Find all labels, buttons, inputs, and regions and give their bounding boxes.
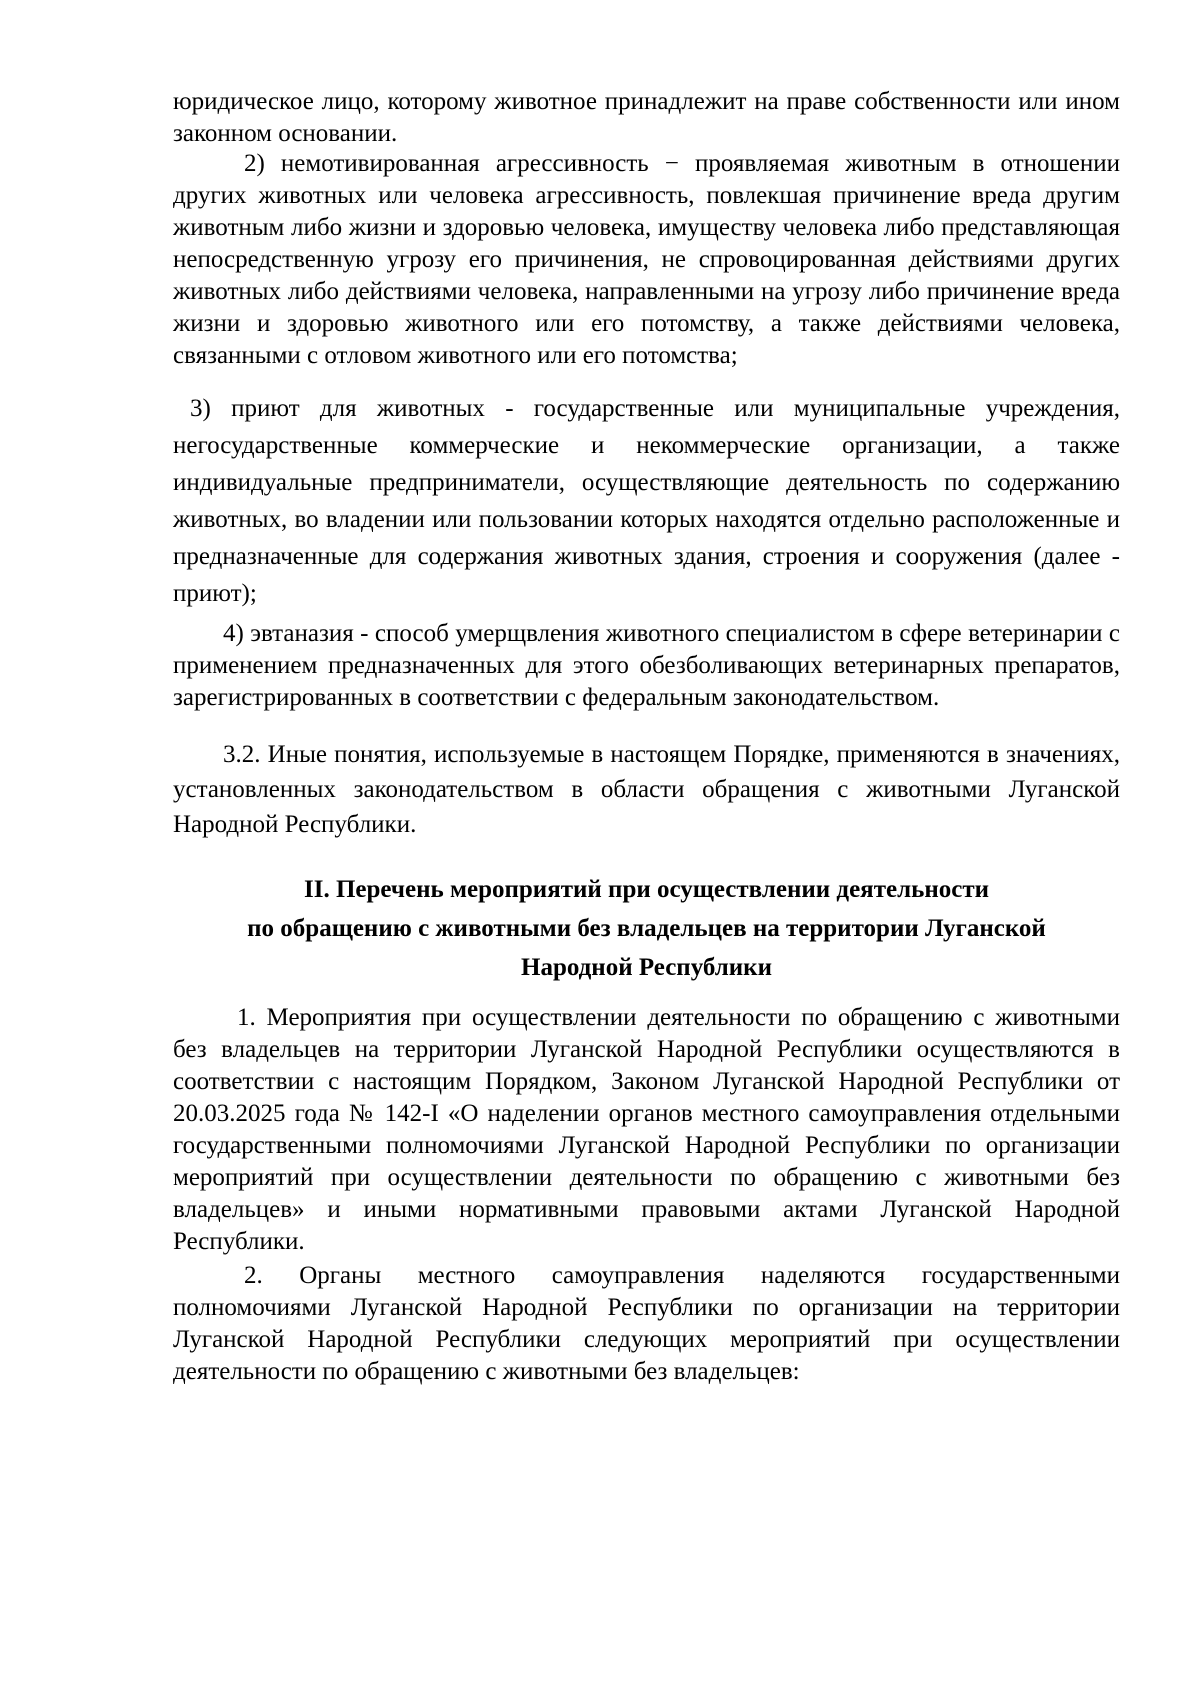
section-heading xyxy=(173,870,1120,987)
section-heading-line-3: Народной Республики xyxy=(521,954,772,981)
paragraph-item-3-animal-shelter: 3) приют для животных - государственные или муниципальные учреждения, негосударственные коммерческие и некоммерческие организации, а также индивидуальные предприниматели, осуществляющие деятельность по содержанию животных, во владении или пользовании которых находятся отдельно расположенные и предназначенные для содержания животных здания, строения и сооружения (далее - приют); xyxy=(173,395,1120,607)
paragraph-section-2-item-1: 1. Мероприятия при осуществлении деятельности по обращению с животными без владельцев на территории Луганской Народной Республики осуществляются в соответствии с настоящим Порядком, Законом Луганской Народной Республики от 20.03.2025 года № 142-I «О наделении органов местного самоуправления отдельными государственными полномочиями Луганской Народной Республики по организации мероприятий при осуществлении деятельности по обращению с животными без владельцев» и иными нормативными правовыми актами Луганской Народной Республики. xyxy=(173,1004,1120,1255)
paragraph-owner-definition-end: юридическое лицо, которому животное принадлежит на праве собственности или ином законном основании. xyxy=(173,88,1120,147)
paragraph-section-2-item-2: 2. Органы местного самоуправления наделяются государственными полномочиями Луганской Народной Республики по организации на территории Луганской Народной Республики следующих мероприятий при осуществлении деятельности по обращению с животными без владельцев: xyxy=(173,1262,1120,1385)
paragraph-item-4-euthanasia: 4) эвтаназия - способ умерщвления животного специалистом в сфере ветеринарии с применением предназначенных для этого обезболивающих ветеринарных препаратов, зарегистрированных в соответствии с федеральным законодательством. xyxy=(173,620,1120,711)
paragraph-3-2-other-terms: 3.2. Иные понятия, используемые в настоящем Порядке, применяются в значениях, установленных законодательством в области обращения с животными Луганской Народной Республики. xyxy=(173,741,1120,838)
section-heading-line-1: II. Перечень мероприятий при осуществлении деятельности xyxy=(304,876,989,903)
section-heading-line-2: по обращению с животными без владельцев на территории Луганской xyxy=(247,915,1046,942)
paragraph-item-2-unmotivated-aggressiveness: 2) немотивированная агрессивность − проявляемая животным в отношении других животных или человека агрессивность, повлекшая причинение вреда другим животным либо жизни и здоровью человека, имуществу человека либо представляющая непосредственную угрозу его причинения, не спровоцированная действиями других животных либо действиями человека, направленными на угрозу либо причинение вреда жизни и здоровью животного или его потомству, а также действиями человека, связанными с отловом животного или его потомства; xyxy=(173,150,1120,369)
